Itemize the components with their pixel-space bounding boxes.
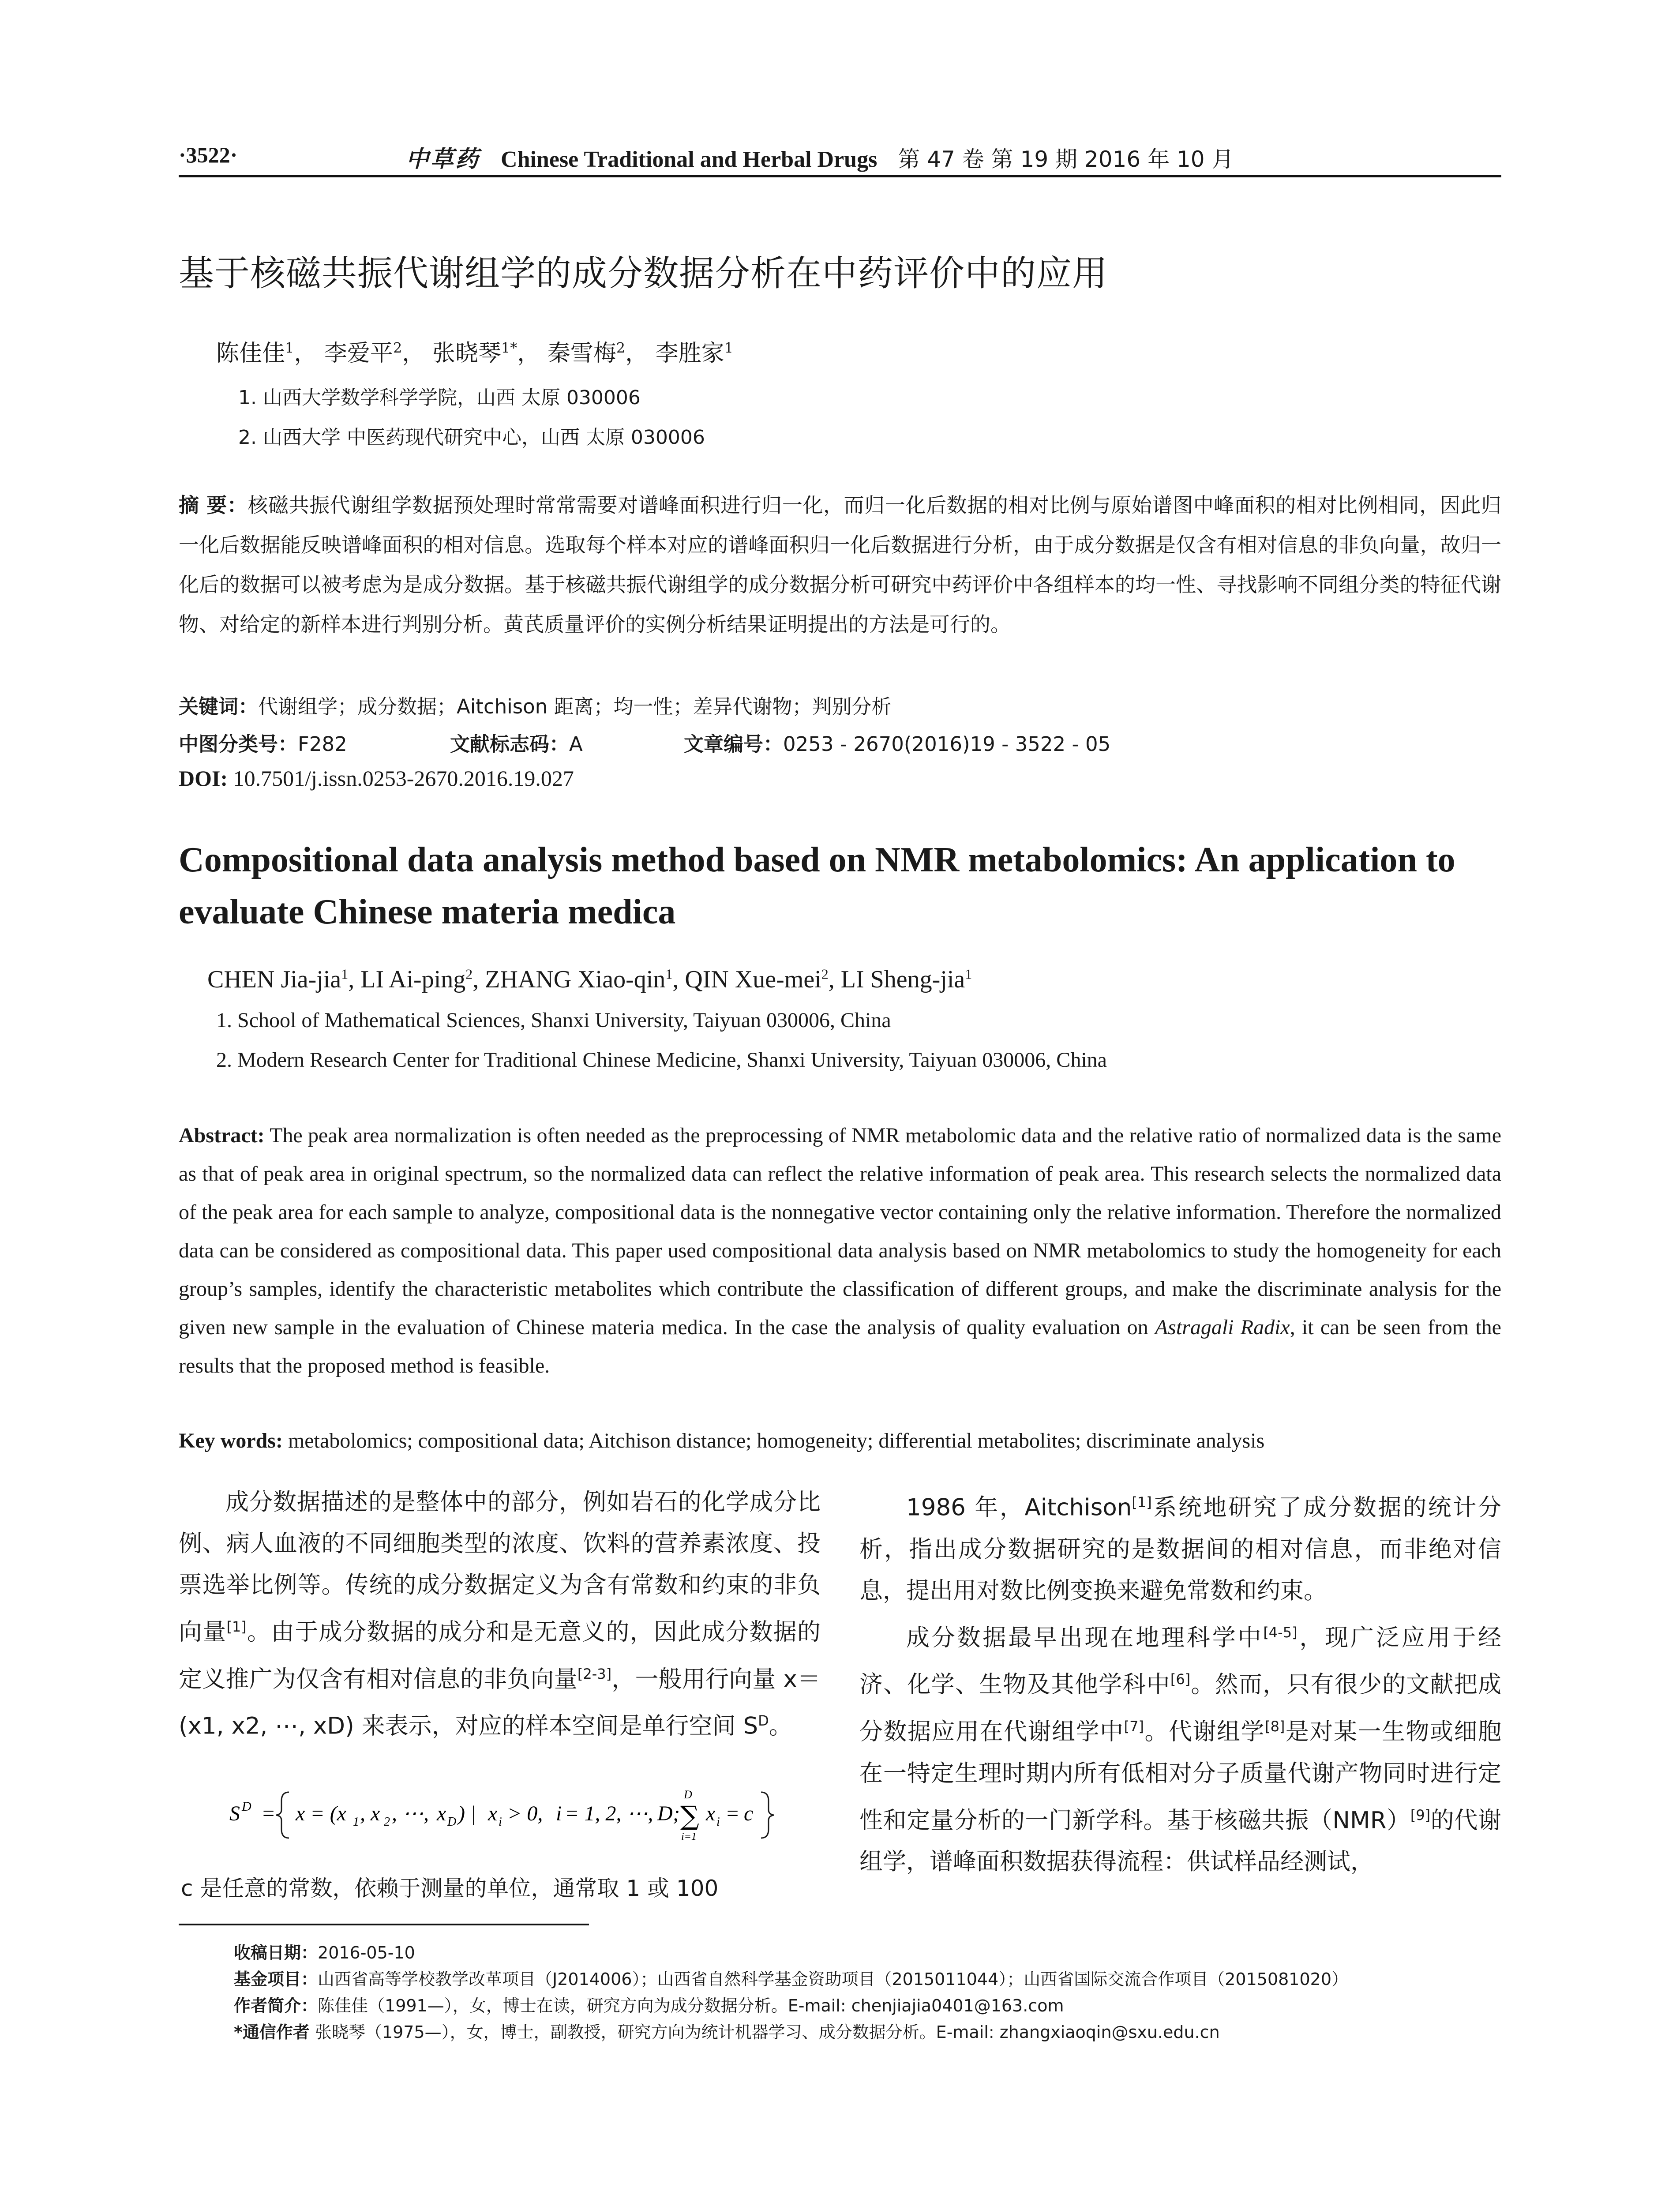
svg-text:∑: ∑ <box>680 1801 699 1831</box>
formula-graphic <box>229 1786 794 1843</box>
journal-name-cn: 中草药 <box>406 146 480 173</box>
page-number: ·3522· <box>179 143 238 167</box>
author-cn: 秦雪梅$^2$， <box>547 339 649 367</box>
journal-line <box>406 140 1234 173</box>
formula-note: c 是任意的常数，依赖于测量的单位，通常取 1 或 100 <box>181 1876 719 1901</box>
svg-text:, ⋯,: , ⋯, <box>392 1802 429 1825</box>
author-en: ZHANG Xiao-qin$^1$, <box>485 966 685 993</box>
svg-text:c: c <box>744 1802 754 1825</box>
author-en: QIN Xue-mei$^2$, <box>685 966 841 993</box>
article-number: 文章编号：0253 - 2670(2016)19 - 3522 - 05 <box>684 732 1111 756</box>
footnote-rule <box>179 1924 589 1925</box>
running-header <box>179 140 1501 180</box>
author-en: LI Sheng-jia$^1$ <box>840 966 972 993</box>
keywords-en: Key words: metabolomics; compositional data; Aitchison distance; homogeneity; differential metabolites; discriminate analysis <box>179 1429 1265 1452</box>
body-right-column <box>859 1482 1501 1883</box>
doi-line: DOI: 10.7501/j.issn.0253-2670.2016.19.027 <box>179 766 574 791</box>
affiliation-cn-1: 1. 山西大学数学科学学院，山西 太原 030006 <box>238 386 641 409</box>
classification-line <box>179 728 347 757</box>
svg-text:i: i <box>716 1815 720 1829</box>
author-en: LI Ai-ping$^2$, <box>360 966 485 993</box>
svg-text:2: 2 <box>384 1815 390 1829</box>
doi-value[interactable]: 10.7501/j.issn.0253-2670.2016.19.027 <box>233 766 574 791</box>
affiliation-en-2: 2. Modern Research Center for Traditional Chinese Medicine, Shanxi University, Taiyuan 030006, China <box>216 1048 1107 1072</box>
svg-text:, x: , x <box>360 1802 380 1825</box>
svg-text:x = (x: x = (x <box>296 1802 346 1825</box>
title-cn: 基于核磁共振代谢组学的成分数据分析在中药评价中的应用 <box>179 253 1108 294</box>
svg-text:S: S <box>229 1802 240 1825</box>
svg-text:= 1, 2, ⋯,: = 1, 2, ⋯, <box>565 1802 653 1825</box>
svg-text:> 0,: > 0, <box>507 1802 543 1825</box>
footnote-received: 收稿日期：2016-05-10 <box>234 1943 415 1962</box>
svg-text:) |: ) | <box>458 1802 476 1825</box>
svg-text:i: i <box>556 1802 562 1825</box>
volume-issue: 第 47 卷 第 19 期 2016 年 10 月 <box>898 146 1234 172</box>
svg-text:;: ; <box>673 1802 680 1825</box>
svg-text:1: 1 <box>353 1815 359 1829</box>
body-paragraph: 成分数据最早出现在地理科学中[4-5]，现广泛应用于经济、化学、生物及其他学科中[6]。然而，只有很少的文献把成分数据应用在代谢组学中[7]。代谢组学[8]是对某一生物或细胞在一特定生理时期内所有低相对分子质量代谢产物同时进行定性和定量分析的一门新学科。基于核磁共振（NMR）[9]的代谢组学，谱峰面积数据获得流程：供试样品经测试， <box>859 1624 1502 1876</box>
svg-text:D: D <box>684 1788 692 1801</box>
body-left-column <box>179 1482 821 1747</box>
clc-code: 中图分类号：F282 <box>179 732 347 756</box>
document-code: 文献标志码：A <box>450 732 583 756</box>
svg-text:x: x <box>488 1802 498 1825</box>
svg-text:D: D <box>242 1799 251 1814</box>
abstract-cn <box>179 485 1501 644</box>
svg-text:D: D <box>447 1815 457 1829</box>
svg-text:=: = <box>261 1802 276 1825</box>
authors-cn <box>216 334 733 368</box>
svg-text:x: x <box>437 1802 446 1825</box>
footnote-funding: 基金项目：山西省高等学校教学改革项目（J2014006）；山西省自然科学基金资助项目（2015011044）；山西省国际交流合作项目（2015081020） <box>234 1970 1348 1989</box>
body-paragraph: 1986 年，Aitchison[1]系统地研究了成分数据的统计分析，指出成分数据研究的是数据间的相对信息，而非绝对信息，提出用对数比例变换来避免常数和约束。 <box>859 1494 1501 1604</box>
formula-sample-space <box>229 1786 794 1843</box>
footnote-author-bio: 作者简介：陈佳佳（1991—），女，博士在读，研究方向为成分数据分析。E-mail: chenjiajia0401@163.com <box>234 1996 1064 2015</box>
abstract-cn-text: 核磁共振代谢组学数据预处理时常常需要对谱峰面积进行归一化，而归一化后数据的相对比例与原始谱图中峰面积的相对比例相同，因此归一化后数据能反映谱峰面积的相对信息。选取每个样本对应的谱峰面积归一化后数据进行分析，由于成分数据是仅含有相对信息的非负向量，故归一化后的数据可以被考虑为是成分数据。基于核磁共振代谢组学的成分数据分析可研究中药评价中各组样本的均一性、寻找影响不同组分类的特征代谢物、对给定的新样本进行判别分析。黄芪质量评价的实例分析结果证明提出的方法是可行的。 <box>179 493 1502 636</box>
svg-text:D: D <box>657 1802 673 1825</box>
svg-text:=: = <box>725 1802 740 1825</box>
header-rule <box>179 175 1501 177</box>
journal-name-en: Chinese Traditional and Herbal Drugs <box>501 147 878 172</box>
abstract-en-label: Abstract: <box>179 1124 265 1147</box>
author-cn: 李胜家$^1$ <box>655 339 734 367</box>
affiliation-cn-2: 2. 山西大学 中医药现代研究中心，山西 太原 030006 <box>238 426 705 449</box>
keywords-cn: 关键词：代谢组学；成分数据；Aitchison 距离；均一性；差异代谢物；判别分析 <box>179 695 892 718</box>
svg-text:i: i <box>499 1815 502 1829</box>
svg-text:i=1: i=1 <box>681 1831 697 1842</box>
author-cn: 陈佳佳$^1$， <box>216 339 317 367</box>
abstract-cn-label: 摘 要： <box>179 493 248 517</box>
body-paragraph: 成分数据描述的是整体中的部分，例如岩石的化学成分比例、病人血液的不同细胞类型的浓度、饮料的营养素浓度、投票选举比例等。传统的成分数据定义为含有常数和约束的非负向量[1]。由于成分数据的成分和是无意义的，因此成分数据的定义推广为仅含有相对信息的非负向量[2-3]，一般用行向量 x＝(x1, x2, ⋯, xD) 来表示，对应的样本空间是单行空间 $S^D$。 <box>179 1489 821 1740</box>
svg-text:x: x <box>706 1802 716 1825</box>
author-cn: 李爱平$^2$， <box>324 339 425 367</box>
author-en: CHEN Jia-jia$^1$, <box>207 966 361 993</box>
author-cn: 张晓琴$^{1*}$， <box>432 339 540 367</box>
abstract-en: Abstract: The peak area normalization is often needed as the preprocessing of NMR metabolomic data and the relative ratio of normalized data is the same as that of peak area in original spectrum, so the normalized data can reflect the relative information of peak area. This research selects the normalized data of the peak area for each sample to analyze, compositional data is the nonnegative vector containing only the relative information. Therefore the normalized data can be considered as compositional data. This paper used compositional data analysis based on NMR metabolomics to study the homogeneity for each group’s samples, identify the characteristic metabolites which contribute the classification of different groups, and make the discriminate analysis for the given new sample in the evaluation of Chinese materia medica. In the case the analysis of quality evaluation on Astragali Radix, it can be seen from the results that the proposed method is feasible. <box>179 1124 1501 1377</box>
footnote-corresponding: *通信作者 张晓琴（1975—），女，博士，副教授，研究方向为统计机器学习、成分数据分析。E-mail: zhangxiaoqin@sxu.edu.cn <box>234 2022 1220 2042</box>
affiliation-en-1: 1. School of Mathematical Sciences, Shanxi University, Taiyuan 030006, China <box>216 1009 891 1032</box>
title-en: Compositional data analysis method based on NMR metabolomics: An application to evaluate Chinese materia medica <box>179 840 1455 931</box>
authors-en <box>207 965 972 994</box>
